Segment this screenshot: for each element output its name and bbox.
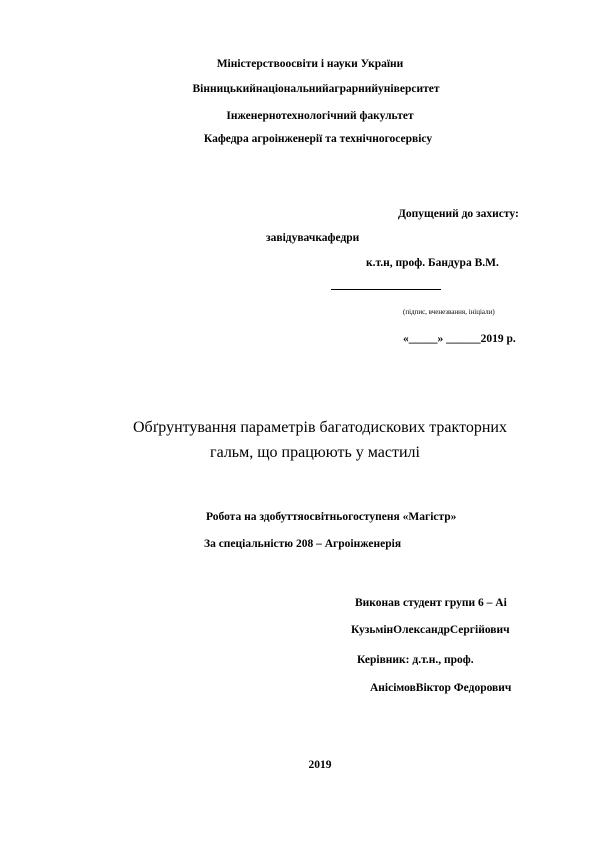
approval-date: «_____» ______2019 р. — [403, 333, 516, 345]
head-of-department-role: завідувачкафедри — [266, 232, 360, 244]
work-type: Робота на здобуттяосвітньогоступеня «Магістр» — [206, 511, 457, 523]
approval-title: Допущений до захисту: — [398, 208, 519, 220]
ministry-heading: Міністерствоосвіти і науки України — [216, 58, 404, 70]
thesis-title-line-2: гальм, що працюють у мастилі — [210, 444, 420, 461]
supervisor-label: Керівник: д.т.н., проф. — [357, 654, 474, 666]
faculty-heading: Інженернотехнологічний факультет — [226, 110, 414, 122]
head-of-department-name: к.т.н, проф. Бандура В.М. — [366, 257, 499, 269]
document-year: 2019 — [308, 759, 332, 771]
university-heading: Вінницькийнаціональнийаграрнийуніверситет — [192, 83, 440, 95]
signature-line — [331, 289, 441, 290]
department-heading: Кафедра агроінженерії та технічногосервісу — [203, 133, 433, 145]
thesis-title-line-1: Обґрунтування параметрів багатодискових тракторних — [132, 419, 507, 436]
student-name: КузьмінОлександрСергійович — [351, 624, 510, 636]
specialty: За спеціальністю 208 – Агроінженерія — [204, 538, 402, 550]
student-group: Виконав студент групи 6 – Аі — [355, 597, 507, 609]
signature-hint: (підпис, вченезвання, ініціали) — [403, 308, 495, 316]
supervisor-name: АнісімовВіктор Федорович — [370, 682, 512, 694]
